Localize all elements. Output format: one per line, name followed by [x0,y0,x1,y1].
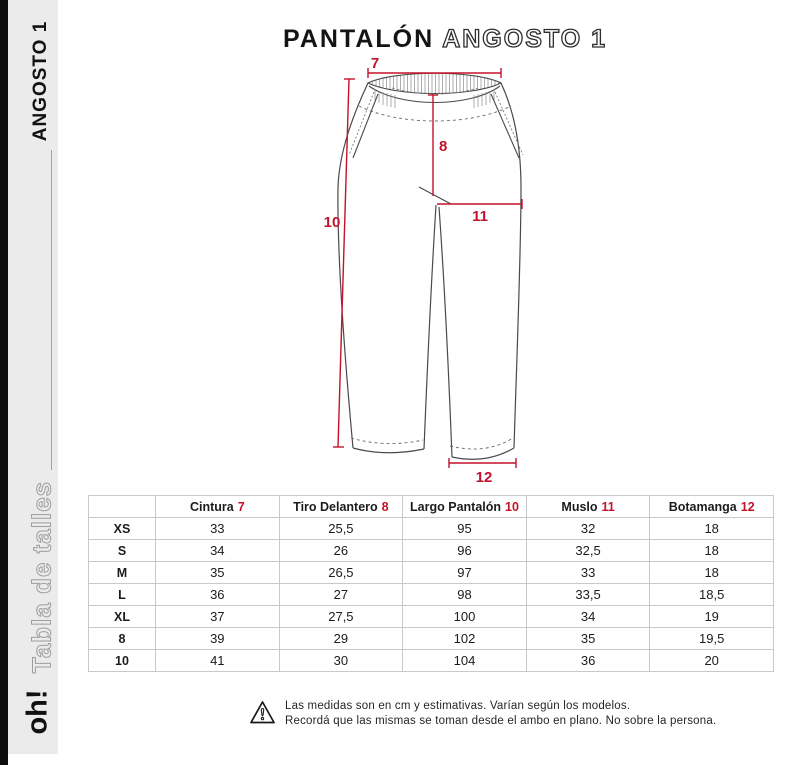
measure-label-length: 10 [323,214,341,231]
waistband-opening [368,73,501,93]
measurement-cell: 34 [526,606,650,628]
size-table-container [88,495,774,672]
table-row [89,540,774,562]
hip-dashed-line [359,106,511,121]
column-header [403,496,527,518]
measurement-cell: 36 [156,584,280,606]
column-ref-number: 7 [237,499,245,514]
measurement-cell: 41 [156,650,280,672]
pants-diagram [300,55,570,490]
size-label: 10 [89,650,156,672]
table-row [89,584,774,606]
page-title [90,25,800,54]
size-label: 8 [89,628,156,650]
measurement-cell: 29 [279,628,403,650]
column-header [526,496,650,518]
table-row [89,562,774,584]
measurement-cell: 35 [526,628,650,650]
measurement-cell: 19,5 [650,628,774,650]
measurement-cell: 32,5 [526,540,650,562]
size-label: M [89,562,156,584]
column-ref-number: 11 [601,499,615,514]
measurement-cell: 27,5 [279,606,403,628]
size-label: XS [89,518,156,540]
measurement-cell: 25,5 [279,518,403,540]
hem-stitching [351,438,513,449]
measurement-cell: 96 [403,540,527,562]
pants-outline [338,83,521,459]
measurement-cell: 20 [650,650,774,672]
measurement-cell: 26,5 [279,562,403,584]
column-header [650,496,774,518]
measurement-cell: 33,5 [526,584,650,606]
brand-logo: oh! [21,689,54,735]
measurement-cell: 104 [403,650,527,672]
measurement-cell: 18 [650,562,774,584]
sidebar-section-label: Tabla de talles [26,480,57,674]
disclaimer-text [285,699,716,728]
measurement-cell: 33 [156,518,280,540]
measurement-cell: 27 [279,584,403,606]
table-row [89,650,774,672]
disclaimer [249,699,716,728]
header-row [89,496,774,518]
column-label: Largo Pantalón [410,499,502,514]
column-label: Tiro Delantero [293,499,378,514]
measurement-cell: 33 [526,562,650,584]
measure-label-hem: 12 [475,469,493,486]
page-title-main: PANTALÓN [283,25,435,53]
table-row [89,606,774,628]
size-label: S [89,540,156,562]
measurement-cell: 95 [403,518,527,540]
measurement-cell: 100 [403,606,527,628]
column-ref-number: 8 [381,499,389,514]
measurement-cell: 98 [403,584,527,606]
measurement-cell: 39 [156,628,280,650]
measure-label-waist: 7 [370,55,380,72]
column-label: Muslo [561,499,598,514]
measurement-cell: 18 [650,518,774,540]
table-row [89,518,774,540]
column-label: Cintura [189,499,234,514]
measurement-cell: 97 [403,562,527,584]
measurement-cell: 18,5 [650,584,774,606]
measurement-cell: 102 [403,628,527,650]
measurement-cell: 37 [156,606,280,628]
measurement-cell: 30 [279,650,403,672]
corner-cell [89,496,156,518]
sidebar-model-label: ANGOSTO 1 [30,20,51,142]
column-ref-number: 12 [740,499,755,514]
sidebar-divider-line [51,150,52,470]
column-ref-number: 10 [505,499,519,514]
measurement-cell: 18 [650,540,774,562]
size-table [88,495,774,672]
column-label: Botamanga [668,499,737,514]
disclaimer-line-1: Las medidas son en cm y estimativas. Varían según los modelos. [285,700,631,712]
table-row [89,628,774,650]
measurement-cell: 19 [650,606,774,628]
page-title-variant: ANGOSTO 1 [442,25,607,53]
measure-label-rise: 8 [439,138,448,155]
left-black-strip [0,0,8,765]
measurement-cell: 32 [526,518,650,540]
column-header [156,496,280,518]
measurement-cell: 35 [156,562,280,584]
measurement-cell: 26 [279,540,403,562]
measurement-cell: 36 [526,650,650,672]
measurement-cell: 34 [156,540,280,562]
size-label: L [89,584,156,606]
warning-icon [249,699,276,726]
column-header [279,496,403,518]
size-label: XL [89,606,156,628]
measure-label-thigh: 11 [472,208,488,225]
disclaimer-line-2: Recordá que las mismas se toman desde el ambo en plano. No sobre la persona. [285,714,717,727]
sidebar [8,0,58,754]
pocket-lines [349,92,523,158]
